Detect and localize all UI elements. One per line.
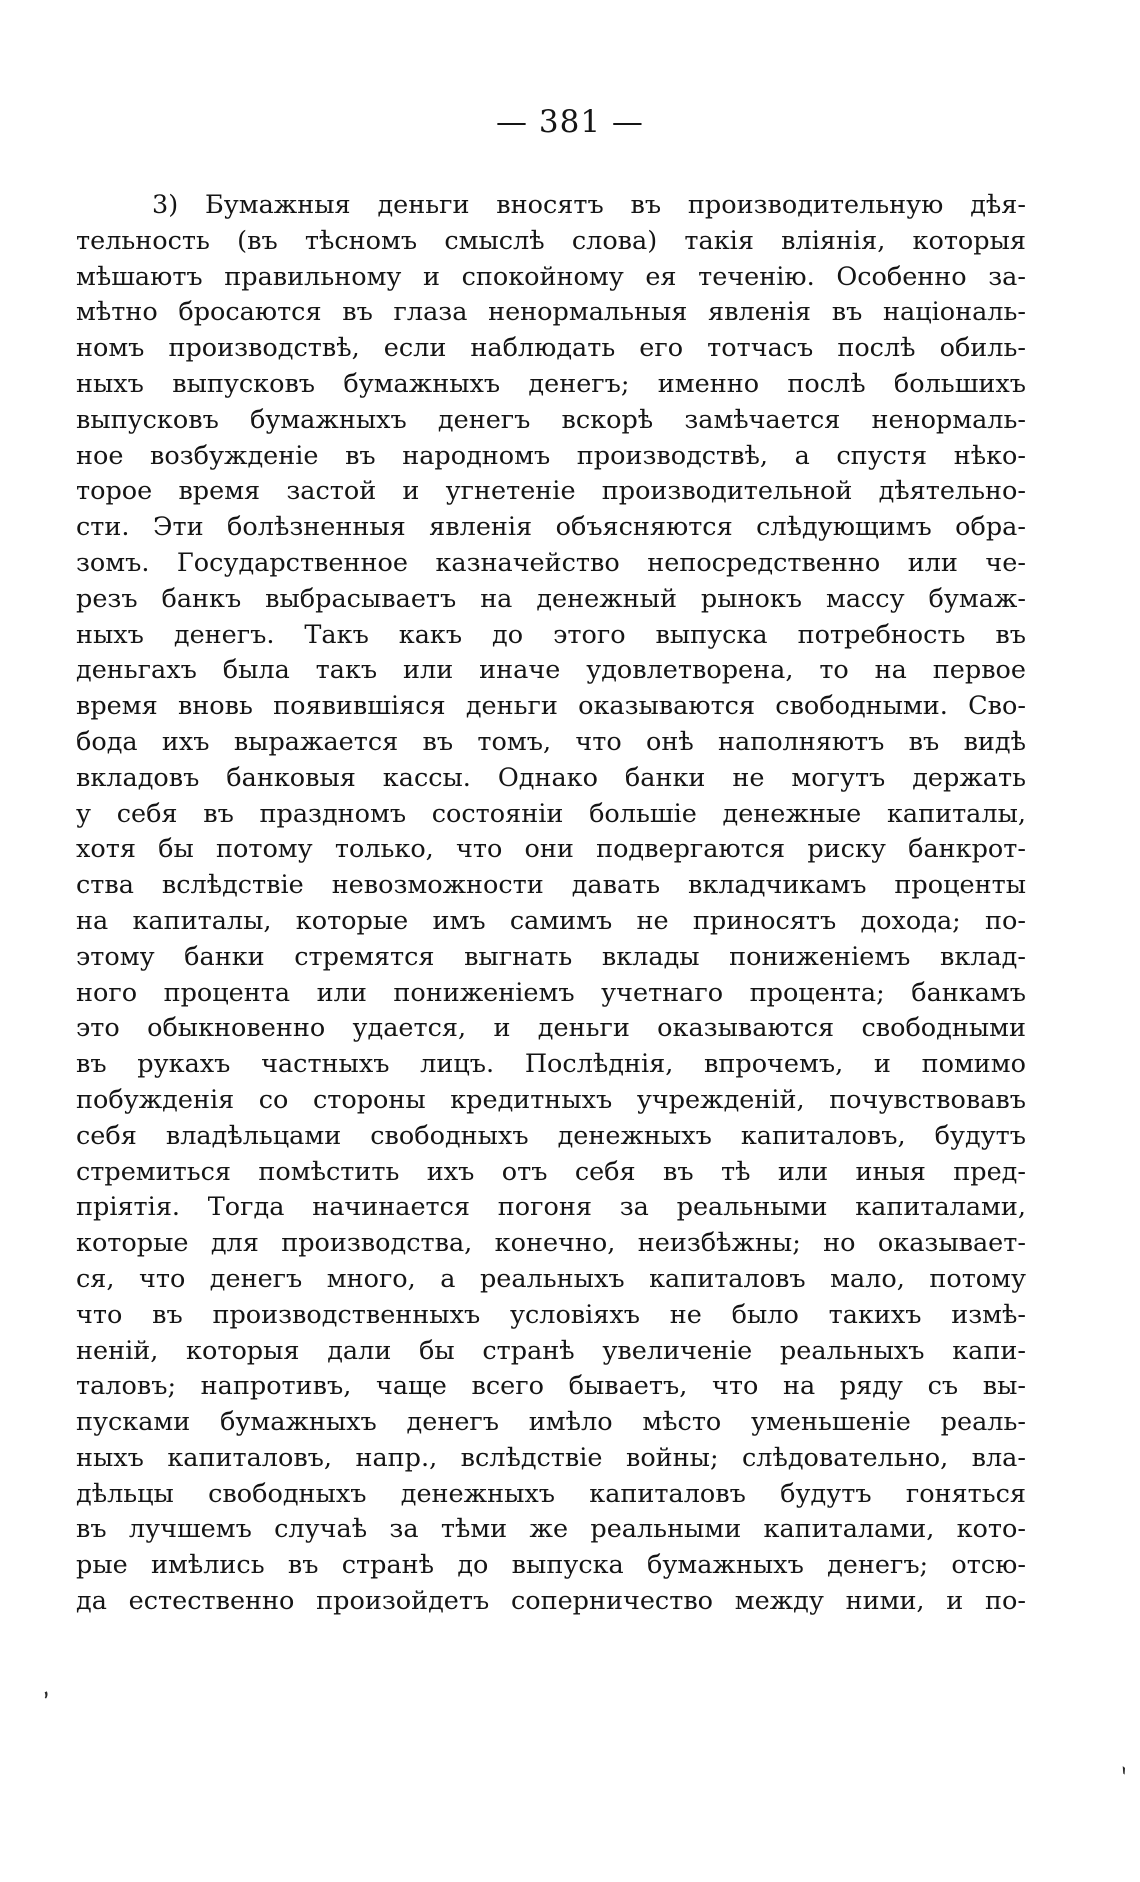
text-line: торое время застой и угнетеніе производительной дѣятельно-: [76, 476, 1026, 507]
text-line: себя владѣльцами свободныхъ денежныхъ капиталовъ, будутъ: [76, 1120, 1026, 1151]
text-line: мѣшаютъ правильному и спокойному ея теченію. Особенно за-: [76, 261, 1026, 292]
text-line: въ лучшемъ случаѣ за тѣми же реальными капиталами, кото-: [76, 1514, 1026, 1545]
text-line: побужденія со стороны кредитныхъ учрежденій, почувствовавъ: [76, 1084, 1026, 1115]
text-line: ся, что денегъ много, а реальныхъ капиталовъ мало, потому: [76, 1263, 1026, 1294]
text-line: что въ производственныхъ условіяхъ не было такихъ измѣ-: [76, 1299, 1026, 1330]
text-line: это обыкновенно удается, и деньги оказываются свободными: [76, 1013, 1026, 1044]
text-line: рые имѣлись въ странѣ до выпуска бумажныхъ денегъ; отсю-: [76, 1550, 1026, 1581]
text-line: пріятія. Тогда начинается погоня за реальными капиталами,: [76, 1192, 1026, 1223]
text-line: вкладовъ банковыя кассы. Однако банки не могутъ держать: [76, 762, 1026, 793]
text-line: бода ихъ выражается въ томъ, что онѣ наполняютъ въ видѣ: [76, 726, 1026, 757]
text-line: ныхъ выпусковъ бумажныхъ денегъ; именно послѣ большихъ: [76, 368, 1026, 399]
text-line: у себя въ праздномъ состояніи большіе денежные капиталы,: [76, 798, 1026, 829]
body-text: [76, 188, 1026, 1620]
text-line: дѣльцы свободныхъ денежныхъ капиталовъ будутъ гоняться: [76, 1478, 1026, 1509]
text-line: на капиталы, которые имъ самимъ не приносятъ дохода; по-: [76, 905, 1026, 936]
text-line: резъ банкъ выбрасываетъ на денежный рынокъ массу бумаж-: [76, 583, 1026, 614]
text-line: въ рукахъ частныхъ лицъ. Послѣднія, впрочемъ, и помимо: [76, 1049, 1026, 1080]
text-line: ства вслѣдствіе невозможности давать вкладчикамъ проценты: [76, 870, 1026, 901]
text-line: деньгахъ была такъ или иначе удовлетворена, то на первое: [76, 655, 1026, 686]
text-line: да естественно произойдетъ соперничество между ними, и по-: [76, 1586, 1026, 1617]
text-line: ныхъ денегъ. Такъ какъ до этого выпуска потребность въ: [76, 619, 1026, 650]
text-line: номъ производствѣ, если наблюдать его тотчасъ послѣ обиль-: [76, 333, 1026, 364]
text-line: стремиться помѣстить ихъ отъ себя въ тѣ или иныя пред-: [76, 1156, 1026, 1187]
text-line: ныхъ капиталовъ, напр., вслѣдствіе войны; слѣдовательно, вла-: [76, 1442, 1026, 1473]
text-line: ного процента или пониженіемъ учетнаго процента; банкамъ: [76, 977, 1026, 1008]
ink-mark: ˋ: [1101, 1762, 1135, 1800]
text-line: сти. Эти болѣзненныя явленія объясняются слѣдующимъ обра-: [76, 512, 1026, 543]
text-line: таловъ; напротивъ, чаще всего бываетъ, что на ряду съ вы-: [76, 1371, 1026, 1402]
text-line: неній, которыя дали бы странѣ увеличеніе реальныхъ капи-: [76, 1335, 1026, 1366]
text-line: зомъ. Государственное казначейство непосредственно или че-: [76, 547, 1026, 578]
page-number: — 381 —: [496, 104, 644, 140]
text-line: время вновь появившіяся деньги оказываются свободными. Сво-: [76, 691, 1026, 722]
text-line: этому банки стремятся выгнать вклады пониженіемъ вклад-: [76, 941, 1026, 972]
text-line: хотя бы потому только, что они подвергаются риску банкрот-: [76, 834, 1026, 865]
text-line: которые для производства, конечно, неизбѣжны; но оказывает-: [76, 1228, 1026, 1259]
text-line: ное возбужденіе въ народномъ производствѣ, а спустя нѣко-: [76, 440, 1026, 471]
text-line: выпусковъ бумажныхъ денегъ вскорѣ замѣчается ненормаль-: [76, 404, 1026, 435]
text-line: 3) Бумажныя деньги вносятъ въ производительную дѣя-: [152, 190, 1026, 220]
text-line: мѣтно бросаются въ глаза ненормальныя явленія въ національ-: [76, 297, 1026, 328]
ink-mark: ʼ: [39, 1687, 58, 1719]
text-line: пусками бумажныхъ денегъ имѣло мѣсто уменьшеніе реаль-: [76, 1407, 1026, 1438]
text-line: тельность (въ тѣсномъ смыслѣ слова) такія вліянія, которыя: [76, 225, 1026, 256]
